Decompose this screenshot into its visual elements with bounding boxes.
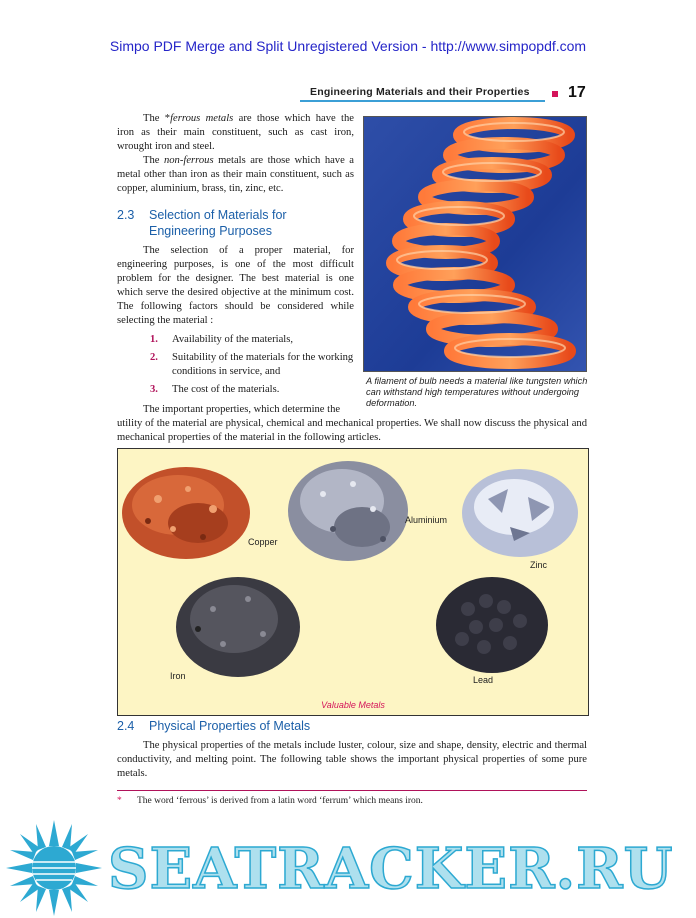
list-item: 3. The cost of the materials.: [150, 384, 280, 395]
ferrous-paragraph: The *ferrous metals are those which have the iron as their main constituent, such as cast iron, wrought iron and steel.: [117, 113, 354, 152]
section-2-4-heading: [117, 718, 587, 734]
footnote: [117, 796, 423, 806]
copper-label: Copper: [248, 537, 278, 547]
section-2-4-body: The physical properties of the metals include luster, colour, size and shape, density, electric and thermal conductivity, and melting point. The following table shows the important physical properties of some pure metals.: [117, 740, 587, 779]
ferrous-term: ferrous metals: [170, 113, 234, 124]
filament-caption: A filament of bulb needs a material like tungsten which can withstand high temperatures without undergoing deformation.: [366, 376, 588, 408]
watermark-text: SEATRACKER.RU: [108, 836, 674, 902]
running-head-square: [552, 91, 558, 97]
running-head-rule: [300, 100, 545, 102]
lead-label: Lead: [473, 675, 494, 685]
lead-pile: [436, 577, 548, 673]
section-title-line2: Engineering Purposes: [149, 224, 272, 238]
intro-text: [117, 112, 354, 196]
section-title: Physical Properties of Metals: [149, 719, 311, 733]
valuable-metals-figure: [117, 448, 589, 716]
zinc-pile: [462, 469, 578, 557]
metal-samples-image: [118, 449, 588, 715]
section-number: 2.3: [117, 208, 135, 222]
footnote-mark: *: [117, 796, 122, 806]
pdf-banner: Simpo PDF Merge and Split Unregistered Version - http://www.simpopdf.com: [109, 38, 587, 54]
running-head-title: Engineering Materials and their Properties: [310, 86, 530, 98]
properties-intro-rest: utility of the material are physical, chemical and mechanical properties. We shall now discuss the physical and mechanical properties of the material in the following articles.: [117, 418, 587, 443]
sun-logo-icon: [4, 818, 104, 918]
section-2-3-body: The selection of a proper material, for engineering purposes, is one of the most difficult problem for the designer. The best material is one which serve the desired objective at the minimum cost. The following factors should be considered while selecting the material :: [117, 245, 354, 326]
section-2-3-heading: [117, 207, 357, 239]
non-ferrous-paragraph: The non-ferrous metals are those which have a metal other than iron as their main constituent, such as copper, aluminium, brass, tin, zinc, etc.: [117, 155, 354, 194]
footnote-text: The word ‘ferrous’ is derived from a latin word ‘ferrum’ which means iron.: [137, 796, 423, 806]
zinc-label: Zinc: [530, 560, 548, 570]
iron-label: Iron: [170, 671, 186, 681]
section-number: 2.4: [117, 719, 135, 733]
metals-caption: Valuable Metals: [321, 700, 385, 710]
iron-pile: [176, 577, 300, 677]
footnote-rule: [117, 790, 587, 791]
list-item: 1. Availability of the materials,: [150, 334, 294, 345]
list-item: 2. Suitability of the materials for the working conditions in service, and: [150, 352, 354, 377]
factors-list: [150, 333, 354, 401]
filament-photo: [363, 116, 587, 372]
aluminium-pile: [288, 461, 408, 561]
properties-intro-line: The important properties, which determine the: [143, 404, 341, 415]
aluminium-label: Aluminium: [405, 515, 448, 525]
section-title-line1: Selection of Materials for: [149, 208, 287, 222]
tungsten-filament-image: [364, 117, 586, 371]
page-number: 17: [568, 84, 586, 101]
non-ferrous-term: non-ferrous: [163, 155, 214, 166]
copper-pile: [122, 467, 250, 559]
